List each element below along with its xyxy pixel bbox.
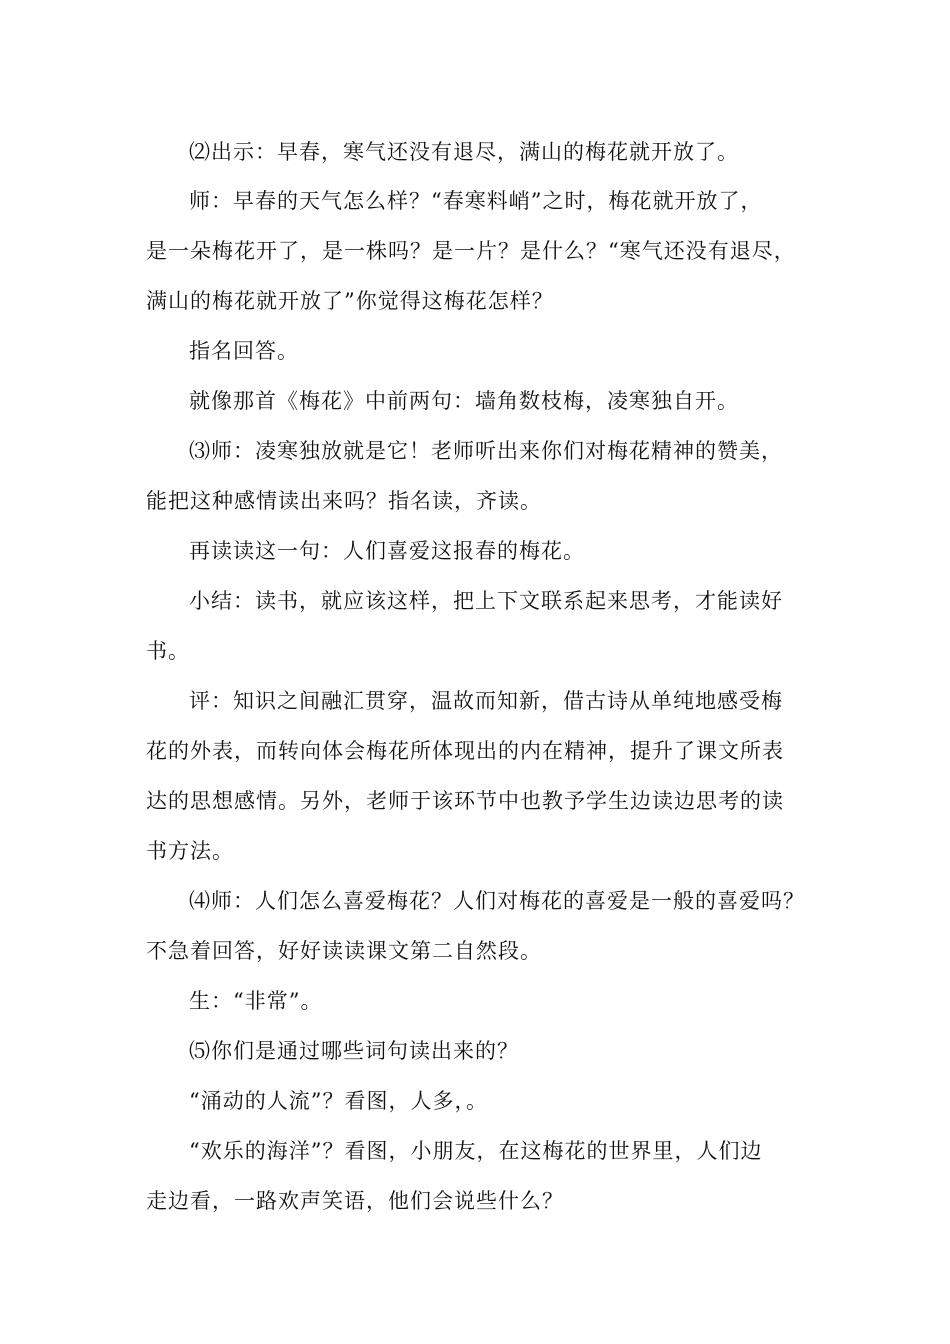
paragraph-line: 走边看，一路欢声笑语，他们会说些什么？ bbox=[146, 1189, 564, 1213]
paragraph-line: 评：知识之间融汇贯穿，温故而知新，借古诗从单纯地感受梅 bbox=[189, 689, 783, 713]
paragraph-line: 花的外表，而转向体会梅花所体现出的内在精神，提升了课文所表 bbox=[146, 739, 784, 763]
paragraph-line: 能把这种感情读出来吗？指名读，齐读。 bbox=[146, 489, 542, 513]
paragraph-line: 再读读这一句：人们喜爱这报春的梅花。 bbox=[189, 539, 585, 563]
paragraph-line: 不急着回答，好好读读课文第二自然段。 bbox=[146, 939, 542, 963]
paragraph-line: ⑶师：凌寒独放就是它！老师听出来你们对梅花精神的赞美， bbox=[189, 439, 783, 463]
paragraph-line: ⑷师：人们怎么喜爱梅花？人们对梅花的喜爱是一般的喜爱吗？ bbox=[189, 889, 805, 913]
paragraph-line: “涌动的人流”？看图，人多，。 bbox=[189, 1089, 488, 1113]
paragraph-line: 满山的梅花就开放了”你觉得这梅花怎样？ bbox=[146, 289, 554, 313]
paragraph-line: ⑵出示：早春，寒气还没有退尽，满山的梅花就开放了。 bbox=[189, 140, 739, 164]
paragraph-line: 达的思想感情。另外，老师于该环节中也教予学生边读边思考的读 bbox=[146, 789, 784, 813]
paragraph-line: 就像那首《梅花》中前两句：墙角数枝梅，凌寒独自开。 bbox=[189, 389, 739, 413]
paragraph-line: “欢乐的海洋”？看图，小朋友，在这梅花的世界里，人们边 bbox=[189, 1139, 763, 1163]
paragraph-line: 是一朵梅花开了，是一株吗？是一片？是什么？“寒气还没有退尽， bbox=[146, 239, 796, 263]
paragraph-line: 书。 bbox=[146, 639, 190, 663]
paragraph-line: 小结：读书，就应该这样，把上下文联系起来思考，才能读好 bbox=[189, 589, 783, 613]
paragraph-line: ⑸你们是通过哪些词句读出来的？ bbox=[189, 1039, 519, 1063]
paragraph-line: 生：“非常”。 bbox=[189, 989, 323, 1013]
paragraph-line: 师：早春的天气怎么样？“春寒料峭”之时，梅花就开放了， bbox=[189, 189, 763, 213]
paragraph-line: 书方法。 bbox=[146, 839, 234, 863]
paragraph-line: 指名回答。 bbox=[189, 339, 299, 363]
